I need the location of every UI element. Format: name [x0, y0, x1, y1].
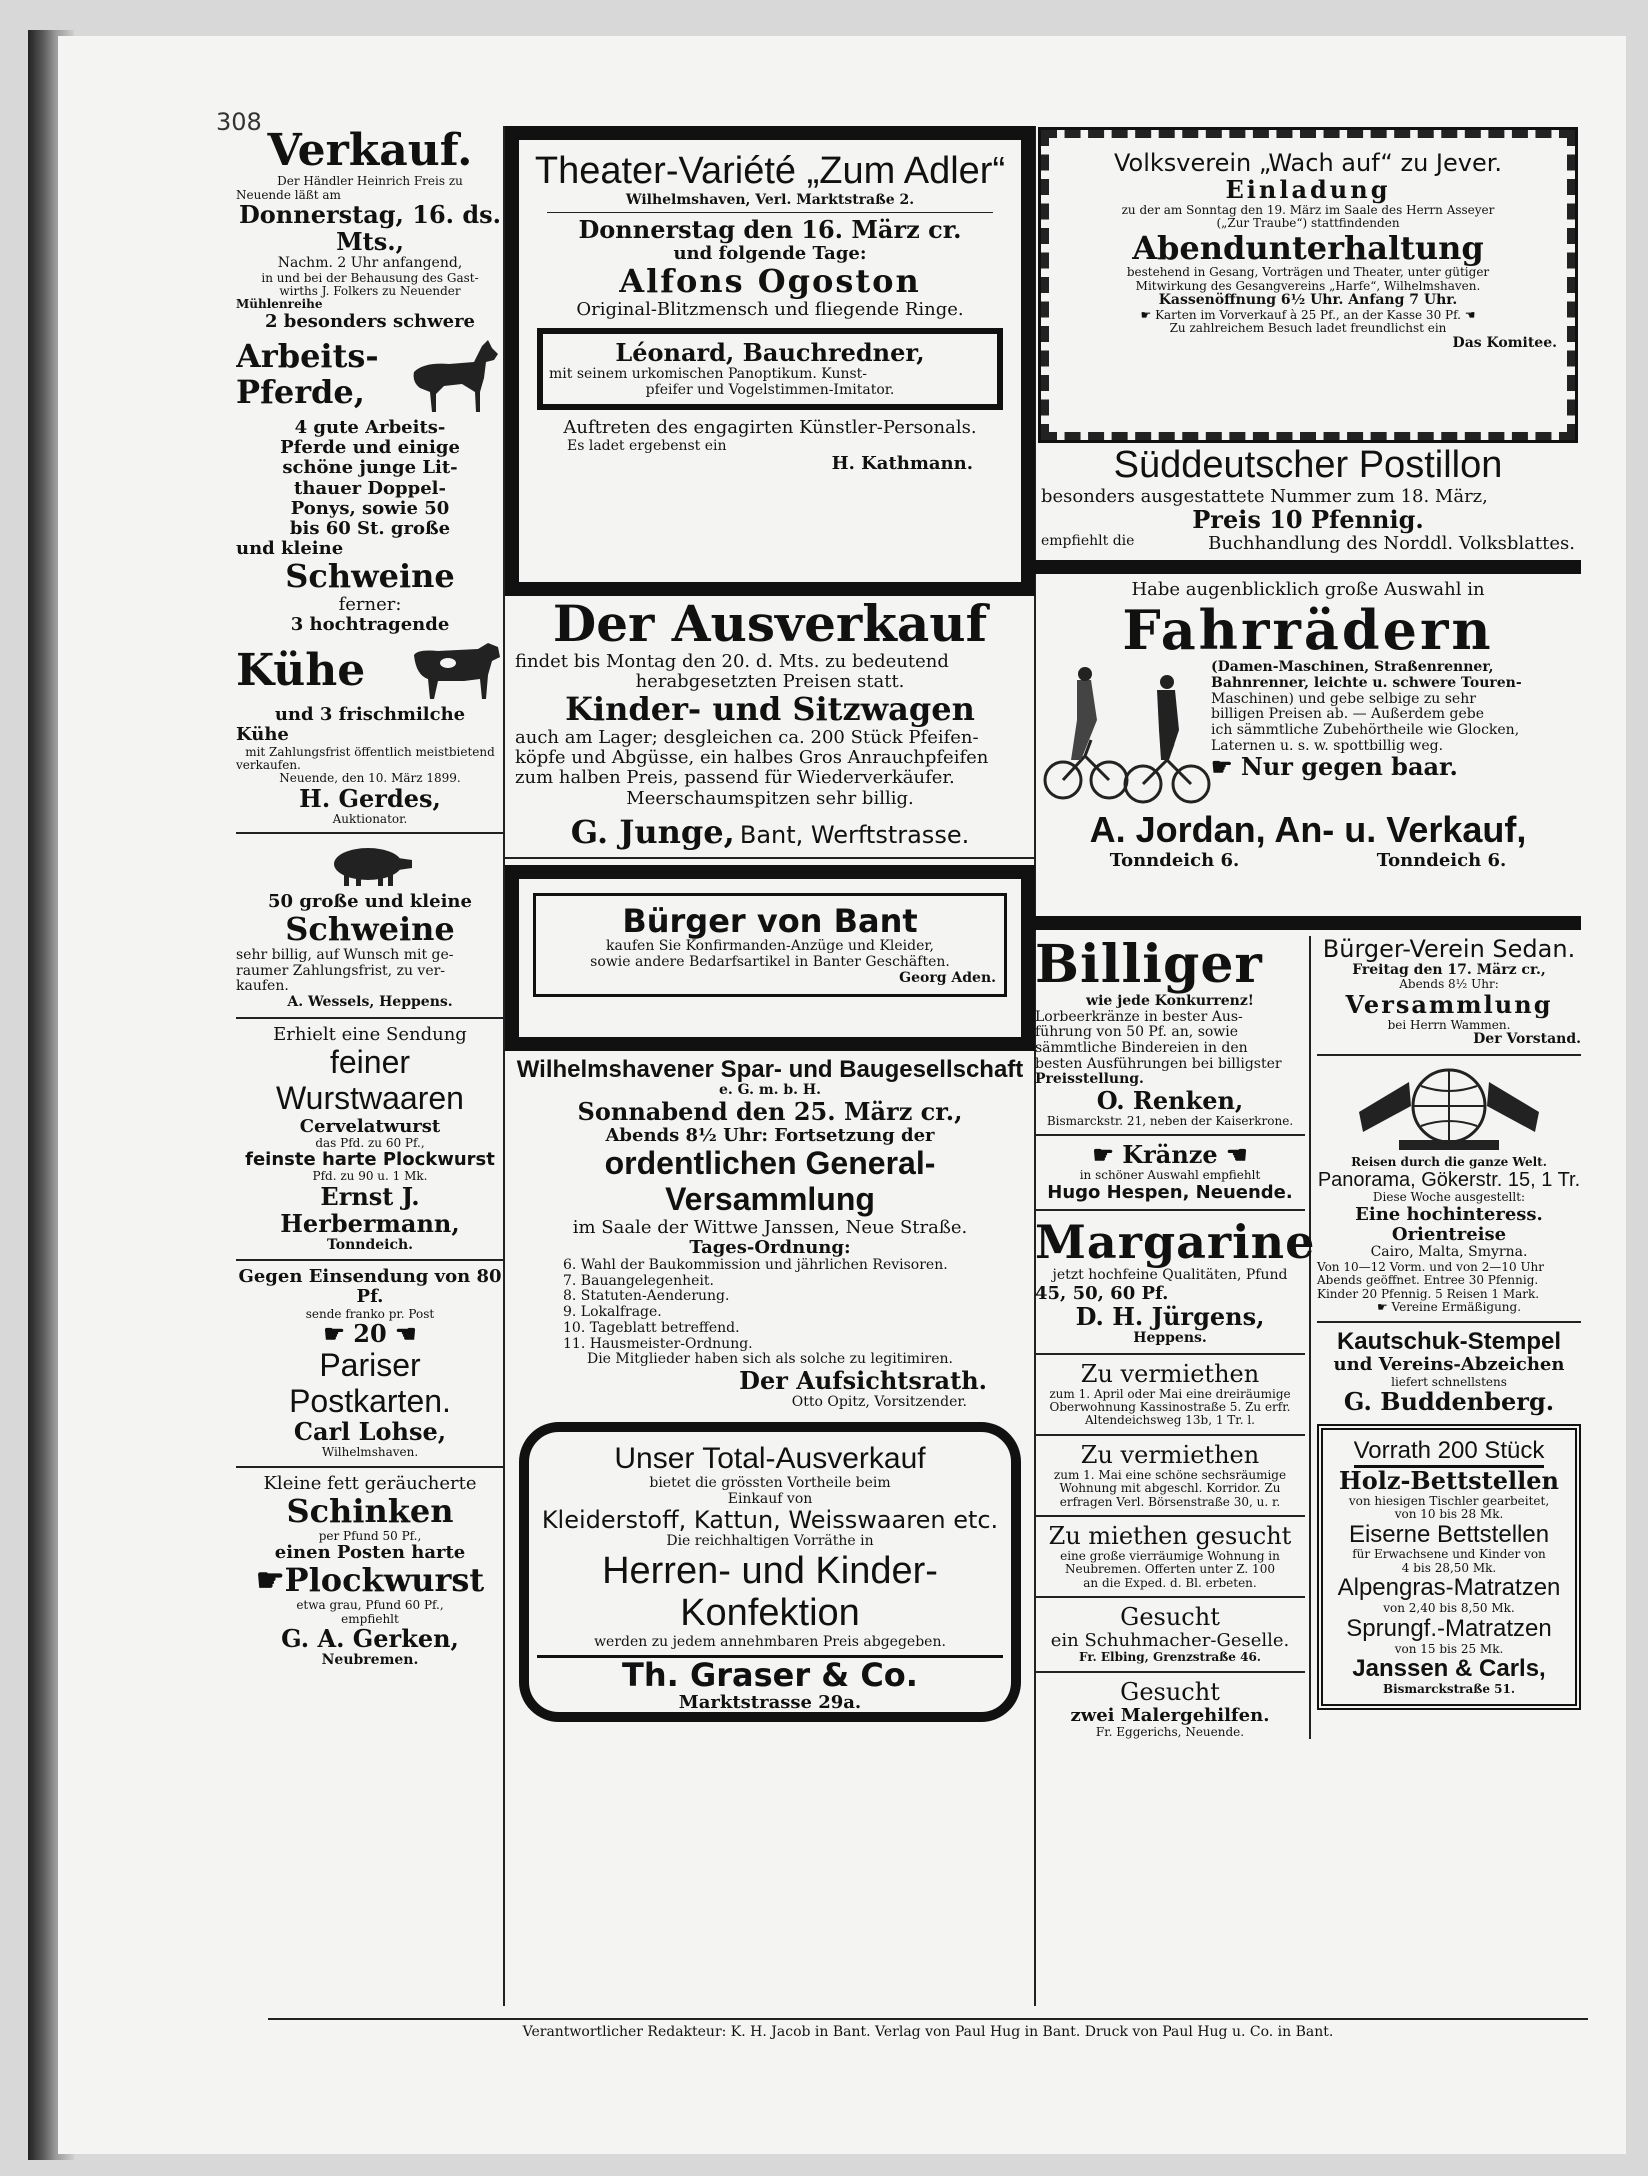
ad-text: feiner Wurstwaaren — [276, 1043, 464, 1116]
ad-text: 2 besonders schwere — [264, 310, 476, 332]
ad-text: Abends 8½ Uhr: — [1399, 977, 1499, 992]
ad-text: Cairo, Malta, Smyrna. — [1370, 1244, 1528, 1261]
ad-text: Sonnabend den 25. März cr., — [577, 1097, 963, 1127]
ad-text: ein Schuhmacher-Geselle. — [1050, 1630, 1290, 1652]
ad-vermiethen-1 — [1035, 1361, 1305, 1428]
ad-text: findet bis Montag den 20. d. Mts. zu bedeutend — [515, 651, 949, 672]
ad-text: D. H. Jürgens, — [1075, 1302, 1265, 1332]
ad-text: und Vereins-Abzeichen — [1333, 1354, 1565, 1376]
ad-text: im Saale der Wittwe Janssen, Neue Straße. — [572, 1216, 968, 1238]
ad-text: ich sämmtliche Zubehörtheile wie Glocken, — [1211, 722, 1520, 739]
divider-bar — [1035, 560, 1581, 574]
ad-text: sende franko pr. Post — [305, 1306, 435, 1321]
ad-text: Heppens. — [1133, 1330, 1207, 1346]
ad-text: Einladung — [1225, 174, 1391, 204]
ad-text: Neuende läßt am — [236, 187, 341, 202]
ad-text: erfragen Verl. Börsenstraße 30, u. r. — [1059, 1494, 1281, 1509]
ad-text: Pfd. zu 90 u. 1 Mk. — [312, 1169, 428, 1184]
ad-text: Plockwurst — [284, 1561, 485, 1600]
ad-text: Janssen & Carls, — [1352, 1654, 1546, 1682]
ad-text: von 10 bis 28 Mk. — [1394, 1507, 1504, 1522]
ad-text: Buchhandlung des Norddl. Volksblattes. — [1208, 532, 1575, 554]
ad-text: Laternen u. s. w. spottbillig weg. — [1211, 737, 1444, 754]
ad-text: zum halben Preis, passend für Wiederverkäufer. — [515, 767, 955, 789]
ad-gesucht-1 — [1035, 1523, 1305, 1590]
ad-buerger — [505, 865, 1035, 1051]
ad-text: Ernst J. Herbermann, — [280, 1181, 460, 1238]
ad-title: Unser Total-Ausverkauf — [614, 1442, 926, 1476]
ad-text: verkaufen. — [236, 758, 301, 773]
ad-text: besten Ausführungen bei billigster — [1035, 1055, 1282, 1072]
ad-ausverkauf — [505, 596, 1035, 851]
ad-text: Bahnrenner, leichte u. schwere Touren- — [1211, 675, 1522, 692]
ad-text: Herren- und Kinder-Konfektion — [602, 1549, 938, 1635]
pointing-hand-icon: ☚ — [1464, 308, 1476, 322]
ad-text: Fr. Eggerichs, Neuende. — [1095, 1724, 1245, 1739]
ad-text: ordentlichen General-Versammlung — [604, 1145, 936, 1217]
ad-text: von hiesigen Tischler gearbeitet, — [1348, 1493, 1550, 1508]
ad-title: Bürger von Bant — [622, 901, 918, 940]
pointing-hand-icon: ☛ — [1092, 1140, 1114, 1170]
ad-postillon — [1035, 444, 1581, 554]
ad-text: und kleine — [236, 537, 344, 559]
divider — [1035, 1353, 1305, 1355]
ad-graser — [519, 1422, 1021, 1722]
ad-text: Kleine fett geräucherte — [263, 1472, 477, 1494]
ad-text: Bismarckstr. 21, neben der Kaiserkrone. — [1046, 1113, 1294, 1128]
ad-text: empfiehlt die — [1041, 532, 1135, 549]
ad-text: Léonard, Bauchredner, — [615, 338, 925, 368]
ad-text: per Pfund 50 Pf., — [318, 1528, 422, 1543]
ad-text: Georg Aden. — [899, 969, 996, 986]
right-lower-area — [1035, 933, 1581, 1739]
ad-text: 50 große und kleine — [268, 891, 472, 913]
ad-text: werden zu jedem annehmbaren Preis abgegeben. — [594, 1633, 946, 1650]
divider — [236, 1466, 504, 1468]
ad-text: („Zur Traube“) stattfindenden — [1216, 216, 1400, 231]
ad-title: Margarine — [1035, 1214, 1316, 1269]
ad-text: Cervelatwurst — [299, 1115, 441, 1137]
ad-text: G. Junge, — [570, 812, 735, 851]
ad-text: raumer Zahlungsfrist, zu ver- — [236, 962, 446, 979]
ad-text: Freitag den 17. März cr., — [1352, 961, 1546, 978]
ad-text: Ponys, sowie 50 — [290, 497, 450, 519]
ad-text: Nachm. 2 Uhr anfangend, — [277, 254, 463, 271]
ad-title: Zu miethen gesucht — [1048, 1522, 1292, 1551]
ad-text: zwei Malergehilfen. — [1070, 1704, 1270, 1726]
ad-title: Gesucht — [1120, 1677, 1220, 1706]
ad-text: wirths J. Folkers zu Neuender — [279, 284, 461, 298]
ad-text: Tages-Ordnung: — [689, 1236, 851, 1258]
ad-text: besonders ausgestattete Nummer zum 18. März, — [1041, 485, 1488, 507]
ad-text: Kleiderstoff, Kattun, Weisswaaren etc. — [541, 1506, 999, 1535]
ad-text: Wilhelmshaven, Verl. Marktstraße 2. — [625, 191, 915, 208]
divider — [236, 1259, 504, 1261]
ad-text: Neubremen. Offerten unter Z. 100 — [1065, 1562, 1275, 1577]
horse-icon — [404, 332, 504, 418]
agenda-list — [513, 1258, 1027, 1352]
ad-text: Tonndeich 6. — [1109, 849, 1240, 871]
ad-text: Wilhelmshaven. — [321, 1445, 419, 1460]
ad-text: Preisstellung. — [1035, 1071, 1144, 1088]
ad-title: Gesucht — [1120, 1603, 1220, 1632]
pointing-hand-icon: ☛ — [1376, 1300, 1388, 1315]
ad-text: kaufen Sie Konfirmanden-Anzüge und Kleider, — [606, 938, 934, 955]
ad-text: (Damen-Maschinen, Straßenrenner, — [1211, 659, 1494, 676]
ad-text: Abendunterhaltung — [1132, 228, 1484, 267]
ad-wurst — [236, 1025, 504, 1253]
divider — [1035, 1134, 1305, 1136]
ad-text: Das Komitee. — [1452, 334, 1557, 351]
ad-text: Vereine Ermäßigung. — [1391, 1300, 1522, 1315]
ad-text: das Pfd. zu 60 Pf., — [315, 1135, 425, 1150]
right-lower-left — [1035, 933, 1316, 1739]
ad-text: führung von 50 Pf. an, sowie — [1035, 1024, 1239, 1041]
ad-gesucht-2 — [1035, 1604, 1305, 1664]
ad-text: herabgesetzten Preisen statt. — [635, 671, 905, 693]
ad-text: etwa grau, Pfund 60 Pf., — [296, 1598, 444, 1613]
ad-text: Donnerstag, 16. ds. Mts., — [238, 200, 502, 257]
ad-text: Marktstrasse 29a. — [678, 1692, 862, 1714]
agenda-item: 7. Bauangelegenheit. — [563, 1272, 714, 1289]
ad-text: und folgende Tage: — [673, 243, 867, 265]
ad-text: Bismarckstraße 51. — [1382, 1681, 1516, 1696]
divider — [505, 857, 1035, 859]
imprint-footer: Verantwortlicher Redakteur: K. H. Jacob in Bant. Verlag von Paul Hug in Bant. Druck von Paul Hug u. Co. in Bant. — [268, 2018, 1588, 2040]
ad-text: Donnerstag den 16. März cr. — [578, 215, 962, 245]
ad-text: Arbeits- — [236, 337, 379, 376]
divider — [1317, 1321, 1581, 1323]
ad-text: Die Mitglieder haben sich als solche zu legitimiren. — [586, 1351, 953, 1368]
agenda-item: 10. Tageblatt betreffend. — [563, 1319, 740, 1336]
ad-text: Alpengras-Matratzen — [1337, 1574, 1561, 1602]
ad-text: A. Wessels, Heppens. — [287, 994, 453, 1011]
ad-betten — [1317, 1424, 1581, 1710]
pointing-hand-icon: ☛ — [1211, 752, 1233, 782]
ad-text: Schinken — [286, 1491, 454, 1530]
ad-text: von 15 bis 25 Mk. — [1394, 1641, 1504, 1656]
ad-text: mit seinem urkomischen Panoptikum. Kunst- — [549, 366, 868, 383]
ad-text: Fr. Elbing, Grenzstraße 46. — [1079, 1650, 1261, 1665]
ad-text: eine große vierräumige Wohnung in — [1060, 1548, 1280, 1563]
ad-text: 4 gute Arbeits- — [294, 417, 446, 439]
ad-text: zum 1. April oder Mai eine dreiräumige — [1049, 1386, 1291, 1401]
ad-text: Kassenöffnung 6½ Uhr. Anfang 7 Uhr. — [1158, 292, 1458, 309]
ad-text: Es ladet ergebenst ein — [567, 437, 727, 454]
ad-text: für Erwachsene und Kinder von — [1352, 1547, 1546, 1562]
ad-text: thauer Doppel- — [294, 477, 446, 499]
ad-title: Süddeutscher Postillon — [1113, 444, 1503, 486]
ad-text: Bant, Werftstrasse. — [739, 820, 970, 849]
agenda-item: 11. Hausmeister-Ordnung. — [563, 1335, 753, 1352]
ad-text: an die Exped. d. Bl. erbeten. — [1083, 1575, 1257, 1590]
ad-text: Kinder- und Sitzwagen — [565, 690, 975, 729]
ad-text: Tonndeich 6. — [1376, 849, 1507, 871]
ad-text: Neubremen. — [321, 1651, 419, 1668]
ad-title: Der Ausverkauf — [552, 594, 988, 653]
ad-text: Otto Opitz, Vorsitzender. — [791, 1393, 967, 1410]
ad-title: Zu vermiethen — [1080, 1359, 1260, 1388]
agenda-item: 6. Wahl der Baukommission und jährlichen Revisoren. — [563, 1257, 948, 1274]
ad-text: bietet die grössten Vortheile beim — [649, 1474, 891, 1491]
ad-text: bestehend in Gesang, Vorträgen und Theater, unter gütiger — [1126, 265, 1490, 280]
ad-sedan — [1317, 936, 1581, 1048]
ad-text: Reisen durch die ganze Welt. — [1351, 1154, 1547, 1169]
ad-text: in schöner Auswahl empfiehlt — [1079, 1168, 1261, 1183]
ad-text: Kühe — [236, 724, 289, 746]
ad-schinken — [236, 1474, 504, 1669]
ad-text: Oberwohnung Kassinostraße 5. Zu erfr. — [1049, 1399, 1291, 1414]
ad-text: 20 — [353, 1318, 387, 1348]
ad-kraenze — [1035, 1142, 1305, 1202]
ad-title: Kränze — [1122, 1140, 1218, 1170]
ad-text: Erhielt eine Sendung — [273, 1023, 467, 1045]
ad-text: von 2,40 bis 8,50 Mk. — [1383, 1601, 1515, 1616]
ad-text: Kinder 20 Pfennig. 5 Reisen 1 Mark. — [1317, 1286, 1540, 1301]
pointing-hand-icon: ☚ — [395, 1318, 417, 1348]
pointing-hand-icon: ☚ — [1226, 1140, 1248, 1170]
ad-text: Alfons Ogoston — [619, 262, 921, 301]
ad-text: Sprungf.-Matratzen — [1346, 1614, 1552, 1642]
ad-text: Carl Lohse, — [293, 1417, 447, 1447]
ad-text: Abends 8½ Uhr: Fortsetzung der — [605, 1125, 935, 1147]
ad-text: Mühlenreihe — [236, 297, 323, 312]
ad-title: Vorrath 200 Stück — [1354, 1438, 1545, 1468]
ad-text: Schweine — [285, 910, 455, 949]
ad-spar — [505, 1051, 1035, 1417]
ad-verkauf — [236, 126, 504, 826]
ad-title: Wilhelmshavener Spar- und Baugesellschaft — [516, 1055, 1024, 1083]
ad-text: Meerschaumspitzen sehr billig. — [626, 787, 914, 809]
column-middle — [505, 126, 1035, 2011]
ad-fahrrad — [1035, 580, 1581, 910]
ad-text: Auktionator. — [332, 811, 408, 826]
ad-vermiethen-2 — [1035, 1442, 1305, 1509]
ad-gesucht-3 — [1035, 1679, 1305, 1739]
ad-text: e. G. m. b. H. — [718, 1082, 822, 1099]
ad-text: Versammlung — [1345, 989, 1553, 1019]
ad-text: ferner: — [338, 593, 402, 615]
column-left — [236, 126, 504, 2011]
ad-text: Einkauf von — [727, 1490, 813, 1507]
ad-text: auch am Lager; desgleichen ca. 200 Stück Pfeifen- — [515, 727, 979, 749]
ad-text: mit Zahlungsfrist öffentlich meistbietend — [245, 744, 495, 759]
page-number: 308 — [216, 108, 262, 136]
ad-text: Der Vorstand. — [1473, 1031, 1581, 1048]
ad-text: Mitwirkung des Gesangvereins „Harfe“, Wilhelmshaven. — [1135, 278, 1481, 293]
ad-text: 3 hochtragende — [290, 614, 450, 636]
ad-text: wie jede Konkurrenz! — [1086, 992, 1254, 1009]
ad-postkarten — [236, 1267, 504, 1460]
ad-text: 4 bis 28,50 Mk. — [1401, 1560, 1497, 1575]
ad-text: sämmtliche Bindereien in den — [1035, 1039, 1248, 1056]
ad-text: Habe augenblicklich große Auswahl in — [1131, 578, 1485, 600]
ad-text: Original-Blitzmensch und fliegende Ringe. — [576, 299, 964, 321]
ad-text: und 3 frischmilche — [274, 704, 466, 726]
ad-text: Der Händler Heinrich Freis zu — [277, 174, 463, 189]
ad-title: Billiger — [1035, 933, 1263, 995]
ad-text: A. Jordan, An- u. Verkauf, — [1089, 809, 1527, 851]
ad-text: Maschinen) und gebe selbige zu sehr — [1211, 690, 1476, 707]
ad-title: Verkauf. — [267, 126, 473, 176]
pointing-hand-icon: ☛ — [255, 1561, 285, 1600]
ad-text: Der Aufsichtsrath. — [739, 1365, 987, 1395]
column-right — [1035, 126, 1581, 2011]
ad-text: bei Herrn Wammen. — [1387, 1017, 1511, 1032]
ad-volksverein — [1041, 130, 1575, 440]
ad-text: Tonndeich. — [326, 1236, 414, 1253]
ad-text: Karten im Vorverkauf à 25 Pf., an der Kasse 30 Pf. — [1155, 308, 1461, 322]
ad-title: Volksverein „Wach auf“ zu Jever. — [1113, 149, 1503, 177]
leonard-box — [537, 328, 1003, 410]
ad-text: zu der am Sonntag den 19. März im Saale des Herrn Asseyer — [1121, 202, 1495, 217]
ad-text: Diese Woche ausgestellt: — [1372, 1190, 1526, 1205]
ad-text: Preis 10 Pfennig. — [1192, 504, 1424, 534]
ad-text: O. Renken, — [1096, 1086, 1244, 1115]
bicycle-riders-icon — [1041, 660, 1211, 810]
divider — [1035, 1515, 1305, 1517]
ad-text: kaufen. — [236, 978, 289, 995]
ad-text: empfiehlt — [341, 1611, 399, 1626]
divider — [1035, 1671, 1305, 1673]
pig-icon — [322, 840, 418, 888]
ad-text: liefert schnellstens — [1391, 1374, 1507, 1389]
ad-text: billigen Preisen ab. — Außerdem gebe — [1211, 706, 1484, 723]
ad-title: Kautschuk-Stempel — [1336, 1327, 1562, 1355]
ad-text: sowie andere Bedarfsartikel in Banter Geschäften. — [590, 954, 950, 971]
agenda-item: 9. Lokalfrage. — [563, 1304, 662, 1321]
ad-text: Schweine — [285, 557, 455, 596]
ad-text: in und bei der Behausung des Gast- — [261, 270, 479, 285]
ad-title: Zu vermiethen — [1080, 1440, 1260, 1469]
ad-text: Eiserne Bettstellen — [1348, 1520, 1550, 1548]
ad-text: bis 60 St. große — [289, 517, 451, 539]
ad-text: Abends geöffnet. Entree 30 Pfennig. — [1317, 1273, 1539, 1288]
ad-text: Holz-Bettstellen — [1339, 1465, 1559, 1495]
ad-billiger — [1035, 933, 1305, 1129]
globe-flags-icon — [1349, 1062, 1549, 1152]
divider — [547, 212, 993, 213]
ad-margarine — [1035, 1214, 1316, 1347]
ad-text: H. Gerdes, — [299, 783, 441, 813]
ad-stempel — [1317, 1329, 1581, 1416]
ad-adler — [505, 126, 1035, 596]
ad-text: Lorbeerkränze in bester Aus- — [1035, 1008, 1243, 1025]
ad-text: Kühe — [236, 644, 366, 696]
pointing-hand-icon: ☛ — [1140, 308, 1152, 322]
ad-panorama — [1317, 1062, 1581, 1315]
divider — [1035, 1596, 1305, 1598]
ad-text: Eine hochinteress. Orientreise — [1355, 1203, 1543, 1246]
ad-text: pfeifer und Vogelstimmen-Imitator. — [645, 381, 895, 398]
ad-title: Theater-Variété „Zum Adler“ — [534, 150, 1006, 192]
ad-text: Pferde und einige — [280, 437, 460, 459]
ad-text: Die reichhaltigen Vorräthe in — [666, 1533, 874, 1550]
ad-text: Gegen Einsendung von 80 Pf. — [238, 1266, 502, 1308]
ad-text: Th. Graser & Co. — [537, 1655, 1003, 1694]
ad-text: Auftreten des engagirten Künstler-Personals. — [563, 417, 977, 439]
ad-text: einen Posten harte — [274, 1542, 466, 1564]
ad-text: G. Buddenberg. — [1343, 1387, 1555, 1417]
ad-text: sehr billig, auf Wunsch mit ge- — [236, 947, 454, 964]
divider — [236, 832, 504, 834]
divider — [1035, 1434, 1305, 1436]
ad-text: Pferde, — [236, 373, 365, 412]
ad-text: Nur gegen baar. — [1240, 752, 1458, 782]
ad-text: zum 1. Mai eine schöne sechsräumige — [1053, 1467, 1287, 1482]
ad-text: H. Kathmann. — [831, 453, 973, 475]
ad-text: jetzt hochfeine Qualitäten, Pfund — [1052, 1267, 1288, 1284]
agenda-item: 8. Statuten-Aenderung. — [563, 1288, 730, 1305]
ad-title: Fahrrädern — [1122, 597, 1494, 662]
ad-text: G. A. Gerken, — [281, 1624, 459, 1654]
ad-text: feinste harte Plockwurst — [245, 1149, 495, 1171]
ad-title: Bürger-Verein Sedan. — [1322, 934, 1576, 963]
right-lower-right — [1311, 936, 1581, 1739]
ad-text: Wohnung mit abgeschl. Korridor. Zu — [1059, 1481, 1281, 1496]
ad-text: köpfe und Abgüsse, ein halbes Gros Anrauchpfeifen — [515, 747, 989, 769]
ad-schweine — [236, 840, 504, 1011]
divider — [1035, 1209, 1305, 1211]
ad-title: Panorama, Gökerstr. 15, 1 Tr. — [1317, 1169, 1581, 1192]
divider-bar — [1035, 916, 1581, 930]
ad-text: Neuende, den 10. März 1899. — [279, 771, 461, 786]
ad-text: Zu zahlreichem Besuch ladet freundlichst ein — [1169, 321, 1447, 336]
ad-text: Hugo Hespen, Neuende. — [1047, 1181, 1293, 1203]
ad-text: Pariser Postkarten. — [289, 1346, 451, 1419]
divider — [1317, 1054, 1581, 1056]
ad-text: Von 10—12 Vorm. und von 2—10 Uhr — [1317, 1259, 1545, 1274]
ad-text: Altendeichsweg 13b, 1 Tr. l. — [1085, 1413, 1255, 1428]
pointing-hand-icon: ☛ — [323, 1318, 345, 1348]
ad-text: schöne junge Lit- — [282, 457, 458, 479]
ad-text: 45, 50, 60 Pf. — [1035, 1282, 1169, 1304]
divider — [236, 1017, 504, 1019]
cow-icon — [408, 635, 504, 705]
